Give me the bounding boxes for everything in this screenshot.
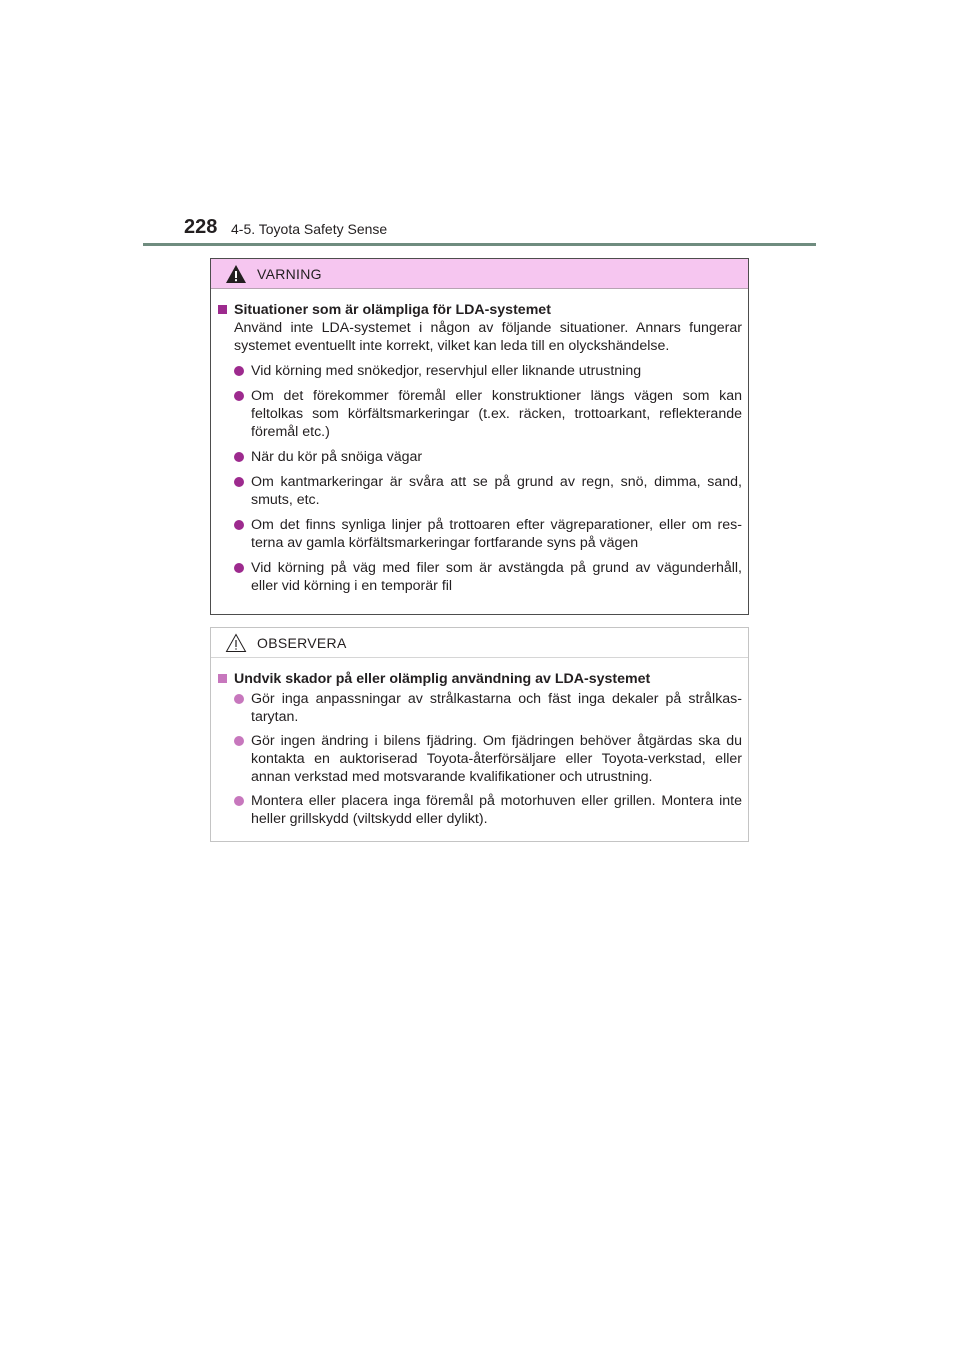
warning-body <box>211 289 748 595</box>
list-item-text: Om det finns synliga linjer på trottoaren efter vägreparationer, eller om res-terna av gamla körfältsmarkeringar fortfarande syns på vägen <box>251 517 742 551</box>
list-item <box>217 362 742 380</box>
list-item <box>217 792 742 828</box>
list-item <box>217 732 742 786</box>
notice-box <box>210 627 749 842</box>
list-item <box>217 690 742 726</box>
notice-label: OBSERVERA <box>257 634 347 651</box>
round-bullet-icon <box>234 796 244 806</box>
notice-heading-text: Undvik skador på eller olämplig användning av LDA-systemet <box>234 671 651 687</box>
list-item-text: Montera eller placera inga föremål på motorhuven eller grillen. Montera inte heller grillskydd (viltskydd eller dylikt). <box>251 793 742 827</box>
list-item-text: Om det förekommer föremål eller konstruktioner längs vägen som kan feltolkas som körfältsmarkeringar (t.ex. räcken, trottoarkant, reflekterande föremål etc.) <box>251 388 742 440</box>
page-number: 228 <box>184 216 218 238</box>
square-bullet-icon <box>218 305 227 314</box>
round-bullet-icon <box>234 477 244 487</box>
warning-label: VARNING <box>257 265 322 282</box>
round-bullet-icon <box>234 366 244 376</box>
notice-heading <box>217 670 742 688</box>
notice-header <box>211 628 748 658</box>
round-bullet-icon <box>234 520 244 530</box>
list-item <box>217 387 742 441</box>
list-item-text: Vid körning med snökedjor, reservhjul eller liknande utrustning <box>251 363 642 379</box>
warning-heading-text: Situationer som är olämpliga för LDA-systemet <box>234 302 551 318</box>
warning-intro: Använd inte LDA-systemet i någon av följande situationer. Annars fungerar systemet eventuellt inte korrekt, vilket kan leda till en olyckshändelse. <box>234 320 742 354</box>
list-item-text: Gör inga anpassningar av strålkastarna och fäst inga dekaler på strålkas-tarytan. <box>251 691 742 725</box>
round-bullet-icon <box>234 452 244 462</box>
list-item-text: Gör ingen ändring i bilens fjädring. Om fjädringen behöver åtgärdas ska du kontakta en auktoriserad Toyota-återförsäljare eller Toyota-verkstad, eller annan verkstad med motsvarande kvalifikationer och utrustning. <box>251 733 742 785</box>
list-item <box>217 473 742 509</box>
notice-body <box>211 658 748 828</box>
round-bullet-icon <box>234 563 244 573</box>
warning-heading <box>217 301 742 319</box>
round-bullet-icon <box>234 694 244 704</box>
header-divider <box>143 243 816 246</box>
round-bullet-icon <box>234 391 244 401</box>
warning-triangle-icon <box>225 264 247 284</box>
list-item <box>217 448 742 466</box>
list-item-text: När du kör på snöiga vägar <box>251 449 423 465</box>
warning-header <box>211 259 748 289</box>
warning-box <box>210 258 749 615</box>
warning-list <box>217 362 742 595</box>
caution-triangle-outline-icon <box>225 633 247 653</box>
section-title: 4-5. Toyota Safety Sense <box>231 221 388 237</box>
square-bullet-icon <box>218 674 227 683</box>
list-item-text: Vid körning på väg med filer som är avstängda på grund av vägunderhåll, eller vid körning i en temporär fil <box>251 560 742 594</box>
list-item <box>217 516 742 552</box>
list-item <box>217 559 742 595</box>
round-bullet-icon <box>234 736 244 746</box>
list-item-text: Om kantmarkeringar är svåra att se på grund av regn, snö, dimma, sand, smuts, etc. <box>251 474 742 508</box>
notice-list <box>217 690 742 828</box>
